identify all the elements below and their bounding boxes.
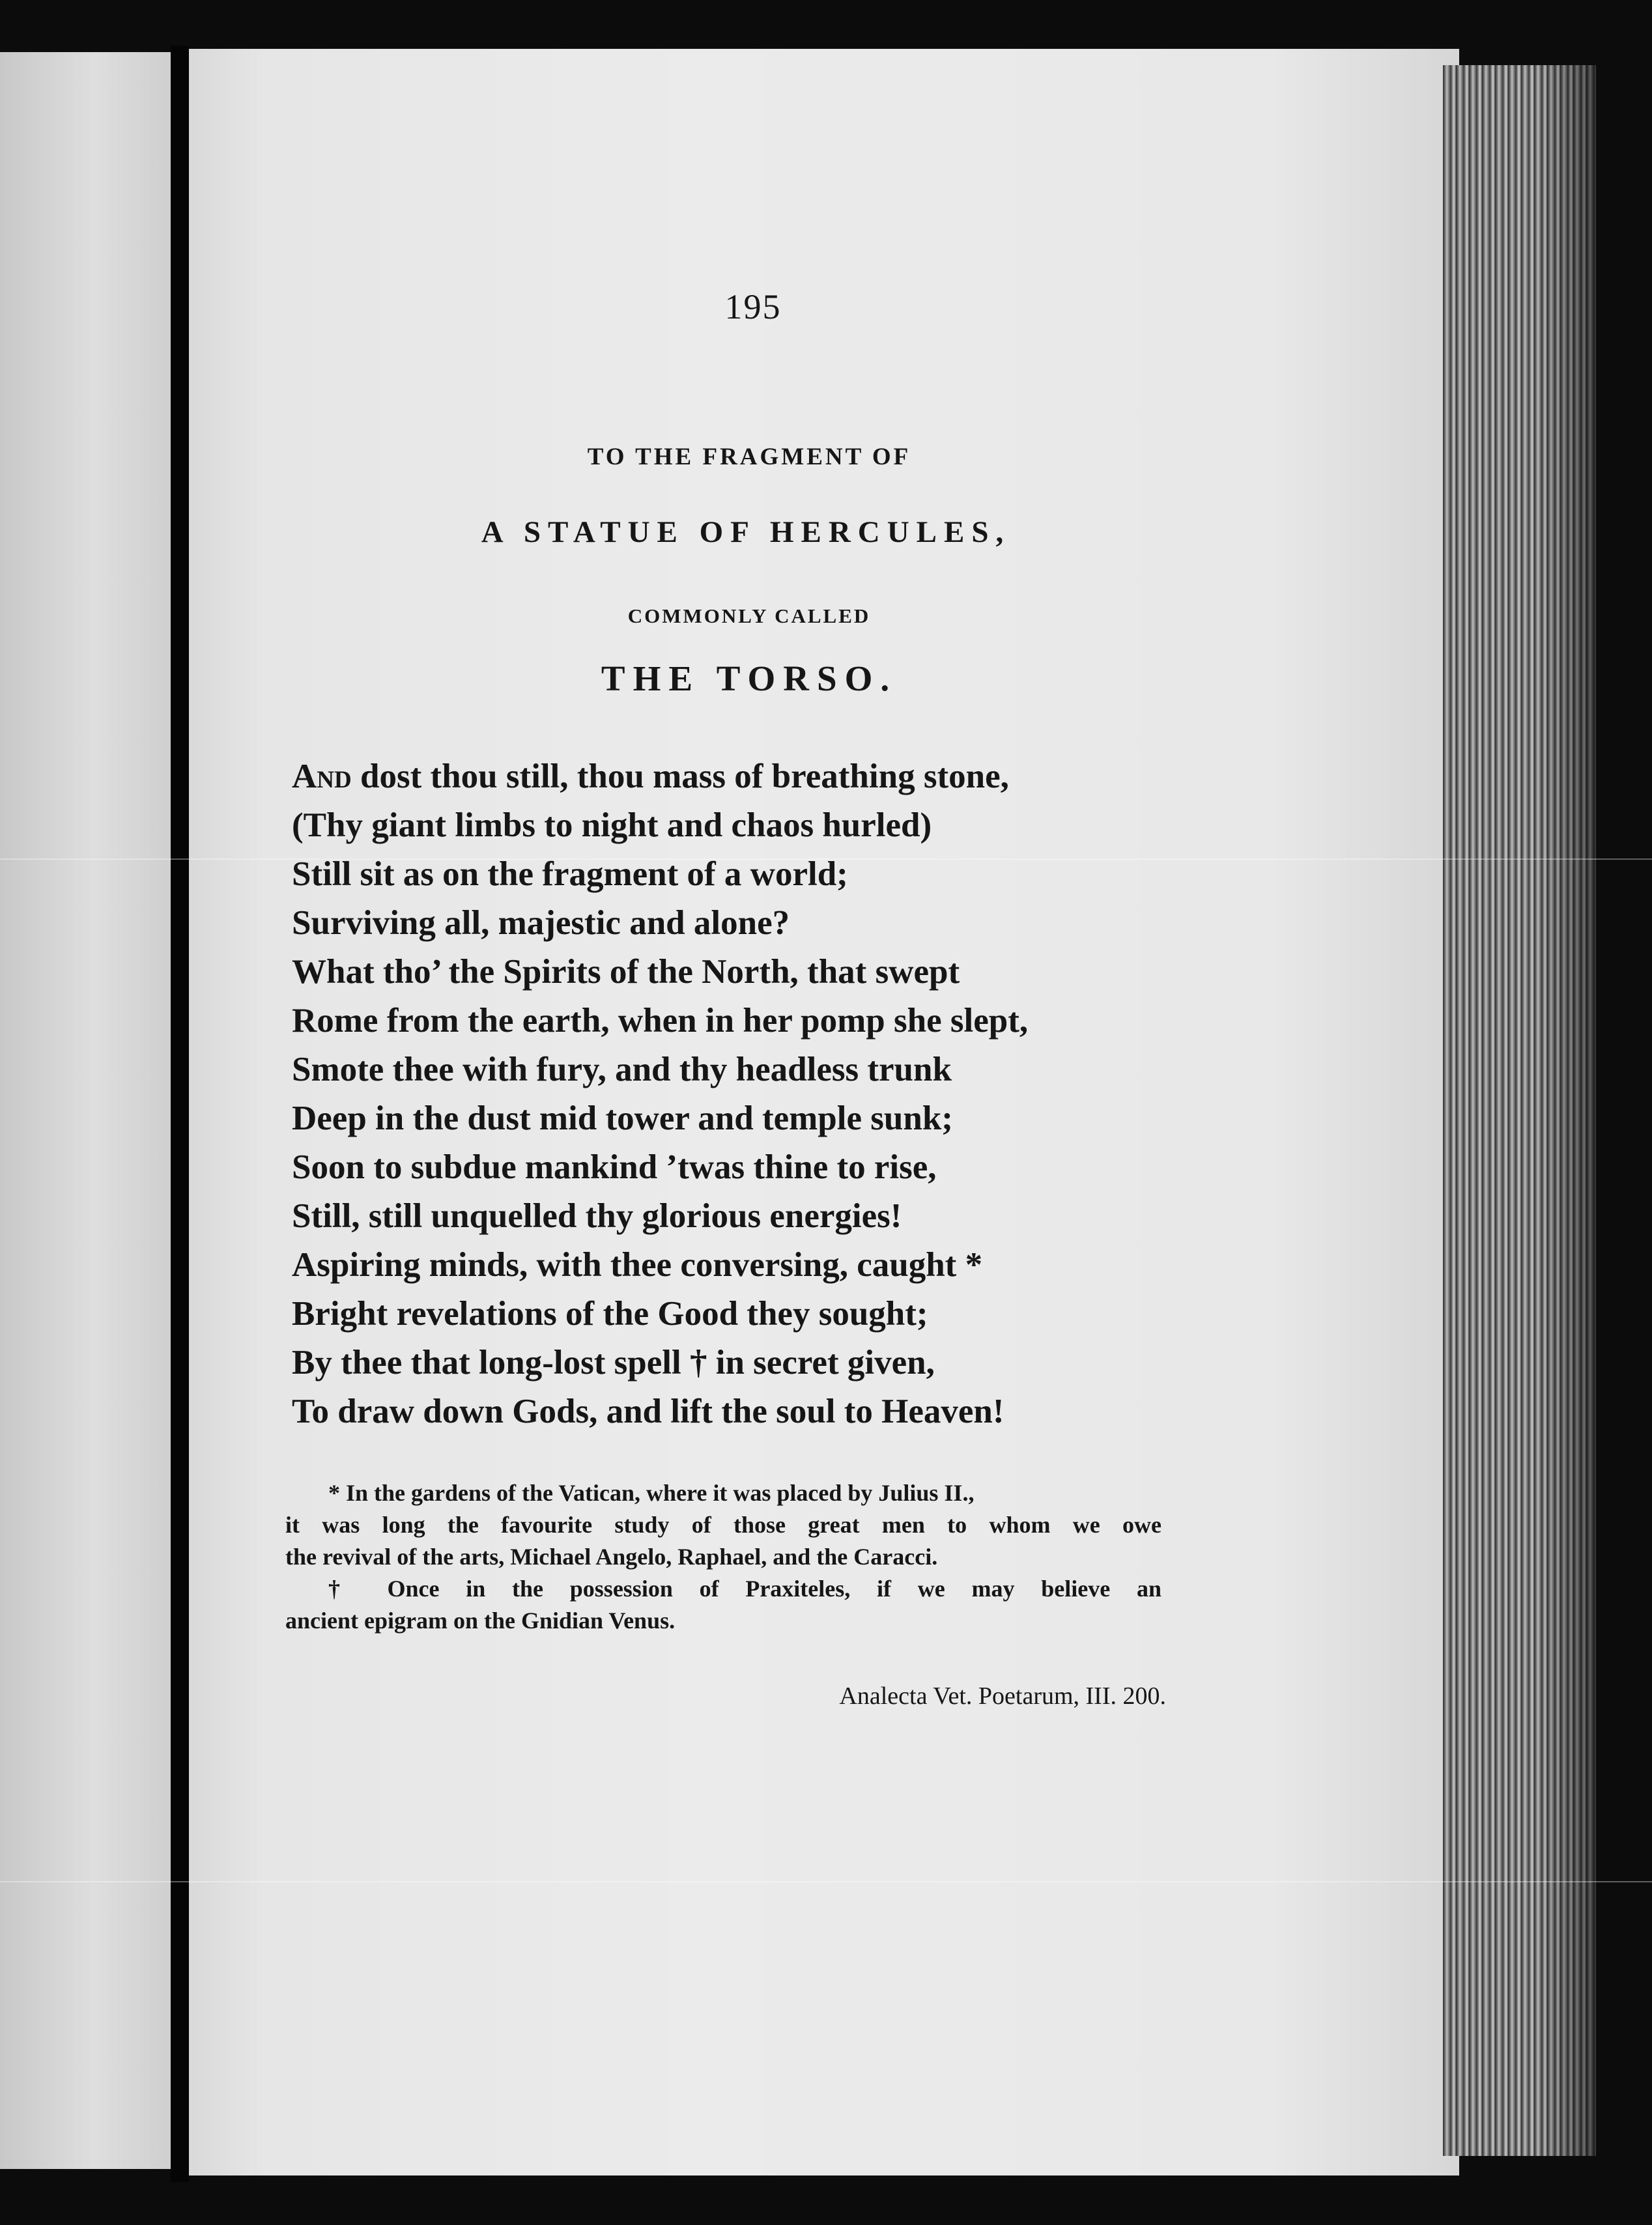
poem-line: Deep in the dust mid tower and temple sunk; xyxy=(292,1099,953,1137)
footnote-line: † Once in the possession of Praxiteles, if we may believe an xyxy=(328,1576,1161,1602)
title-line-1: TO THE FRAGMENT OF xyxy=(587,444,911,470)
poem-line: To draw down Gods, and lift the soul to Heaven! xyxy=(292,1393,1004,1430)
title-line-3: COMMONLY CALLED xyxy=(627,604,871,627)
poem-line: Bright revelations of the Good they sought; xyxy=(292,1295,928,1333)
poem-first-word: And xyxy=(292,758,352,795)
poem-line: Still, still unquelled thy glorious energies! xyxy=(292,1197,902,1235)
poem-line xyxy=(292,752,1139,801)
footnote-source: Analecta Vet. Poetarum, III. 200. xyxy=(839,1682,1166,1710)
poem-line: What tho’ the Spirits of the North, that swept xyxy=(292,953,960,991)
poem-line: (Thy giant limbs to night and chaos hurled) xyxy=(292,806,932,844)
footnote-line: * In the gardens of the Vatican, where it was placed by Julius II., xyxy=(328,1480,975,1506)
poem-first-line-rest: dost thou still, thou mass of breathing stone, xyxy=(351,758,1009,795)
footnote-line: it was long the favourite study of those great men to whom we owe xyxy=(285,1512,1161,1538)
poem-body xyxy=(292,752,1139,1485)
scan-artifact-line xyxy=(0,1881,1652,1882)
book-gutter xyxy=(171,46,189,2182)
poem-line: Soon to subdue mankind ’twas thine to rise, xyxy=(292,1148,937,1186)
page-number: 195 xyxy=(724,287,782,326)
poem-line: Surviving all, majestic and alone? xyxy=(292,904,790,942)
poem-line: By thee that long-lost spell † in secret given, xyxy=(292,1344,935,1382)
poem-line: Smote thee with fury, and thy headless trunk xyxy=(292,1051,952,1088)
footnote-line: the revival of the arts, Michael Angelo, Raphael, and the Caracci. xyxy=(285,1544,938,1570)
title-line-4: THE TORSO. xyxy=(601,659,898,698)
poem-line: Rome from the earth, when in her pomp she slept, xyxy=(292,1002,1029,1040)
page-block-edge xyxy=(1443,65,1596,2156)
footnotes xyxy=(285,1477,1161,1637)
left-page xyxy=(0,52,171,2169)
poem-line: Still sit as on the fragment of a world; xyxy=(292,855,848,893)
poem-line: Aspiring minds, with thee conversing, caught * xyxy=(292,1246,983,1284)
footnote-line: ancient epigram on the Gnidian Venus. xyxy=(285,1608,676,1634)
title-line-2: A STATUE OF HERCULES, xyxy=(481,515,1011,549)
